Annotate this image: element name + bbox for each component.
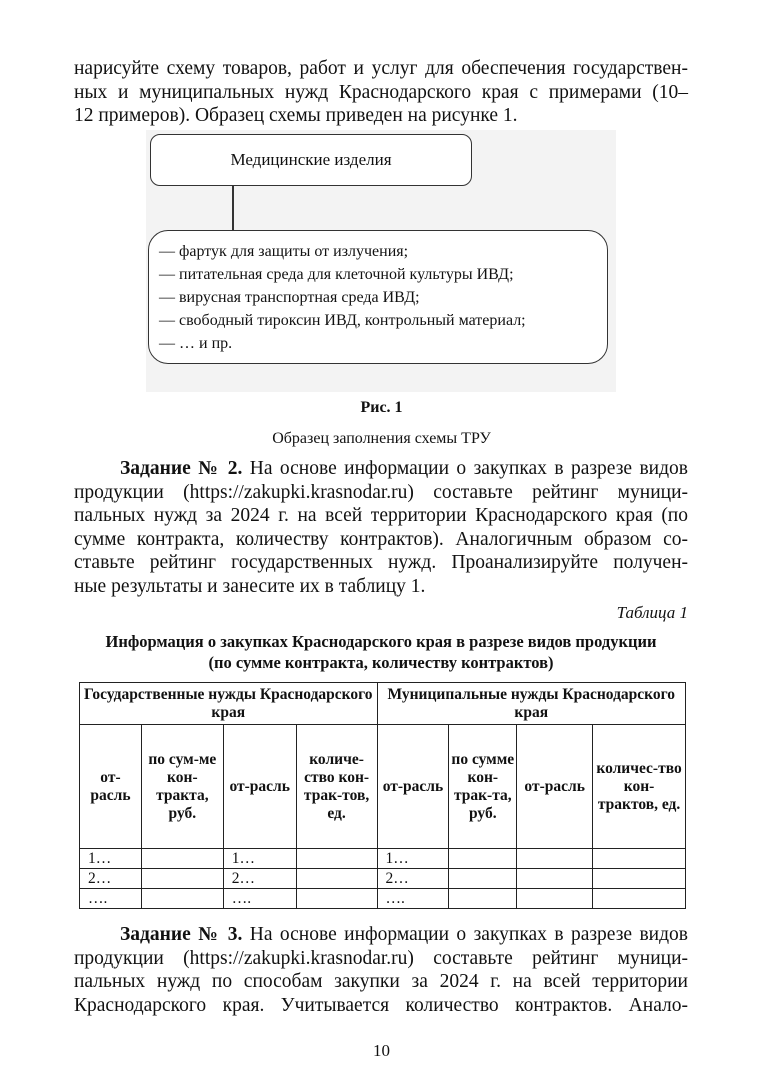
column-header: от-расль bbox=[517, 725, 593, 849]
figure-label: Рис. 1 bbox=[360, 399, 403, 416]
table-number: Таблица 1 bbox=[616, 603, 688, 622]
group-header-state: Государственные нужды Краснодарского края bbox=[80, 683, 378, 725]
task2-line: пальных нужд за 2024 г. на всей территории Краснодарского края (по bbox=[74, 505, 688, 526]
task2-line: ставьте рейтинг государственных нужд. Проанализируйте получен- bbox=[74, 552, 688, 573]
task2-title: Задание № 2. bbox=[120, 458, 243, 479]
task3-first-line: Задание № 3. На основе информации о закупках в разрезе видов bbox=[120, 924, 688, 945]
task2-line: сумме контракта, количеству контрактов). Аналогичным образом со- bbox=[74, 528, 688, 550]
table-row: 1… 1… 1… bbox=[80, 849, 686, 869]
intro-line: ных и муниципальных нужд Краснодарского края с примерами (10– bbox=[74, 81, 688, 103]
intro-line: 12 примеров). Образец схемы приведен на рисунке 1. bbox=[74, 105, 518, 126]
figure-caption: Образец заполнения схемы ТРУ bbox=[272, 430, 491, 447]
diagram-top-box: Медицинские изделия bbox=[150, 134, 472, 186]
column-header: от-расль bbox=[223, 725, 296, 849]
column-header: от-расль bbox=[377, 725, 449, 849]
column-header: от-расль bbox=[80, 725, 142, 849]
page-number: 10 bbox=[373, 1041, 390, 1060]
column-header: количес-тво кон-трактов, ед. bbox=[593, 725, 686, 849]
table-title: Информация о закупках Краснодарского края в разрезе видов продукции (по сумме контракта, количеству контрактов) bbox=[105, 632, 657, 672]
diagram-list-item: — вирусная транспортная среда ИВД; bbox=[159, 289, 420, 306]
intro-paragraph bbox=[74, 57, 688, 128]
task2-paragraph bbox=[74, 457, 688, 598]
diagram-connector-line bbox=[232, 186, 234, 230]
column-header: по сум-ме кон-тракта, руб. bbox=[141, 725, 223, 849]
table-row: …. …. …. bbox=[80, 889, 686, 909]
diagram-list-item: — свободный тироксин ИВД, контрольный материал; bbox=[159, 312, 526, 329]
diagram-list-item: — фартук для защиты от излучения; bbox=[159, 243, 409, 260]
task3-line: пальных нужд по способам закупки за 2024 г. на всей территории bbox=[74, 971, 688, 992]
task2-line: продукции (https://zakupki.krasnodar.ru) составьте рейтинг муници- bbox=[74, 481, 688, 503]
column-header: количе-ство кон-трак-тов, ед. bbox=[296, 725, 377, 849]
procurement-table bbox=[79, 682, 686, 909]
task3-paragraph bbox=[74, 923, 688, 1017]
column-header: по сумме кон-трак-та, руб. bbox=[449, 725, 517, 849]
table-group-header-row bbox=[80, 683, 686, 725]
task3-line: Краснодарского края. Учитывается количество контрактов. Анало- bbox=[74, 994, 688, 1016]
task2-first-line: Задание № 2. На основе информации о закупках в разрезе видов bbox=[120, 458, 688, 479]
table-row: 2… 2… 2… bbox=[80, 869, 686, 889]
diagram-list-box bbox=[148, 230, 608, 364]
task2-line: ные результаты и занесите их в таблицу 1. bbox=[74, 575, 426, 597]
diagram-list-item: — питательная среда для клеточной культуры ИВД; bbox=[159, 266, 514, 283]
task3-line: продукции (https://zakupki.krasnodar.ru) составьте рейтинг муници- bbox=[74, 947, 688, 969]
task3-title: Задание № 3. bbox=[120, 924, 243, 945]
intro-line: нарисуйте схему товаров, работ и услуг для обеспечения государствен- bbox=[74, 58, 688, 79]
group-header-municipal: Муниципальные нужды Краснодарского края bbox=[377, 683, 686, 725]
table-column-header-row bbox=[80, 725, 686, 849]
diagram-list-item: — … и пр. bbox=[159, 335, 233, 352]
diagram-figure bbox=[146, 130, 616, 392]
